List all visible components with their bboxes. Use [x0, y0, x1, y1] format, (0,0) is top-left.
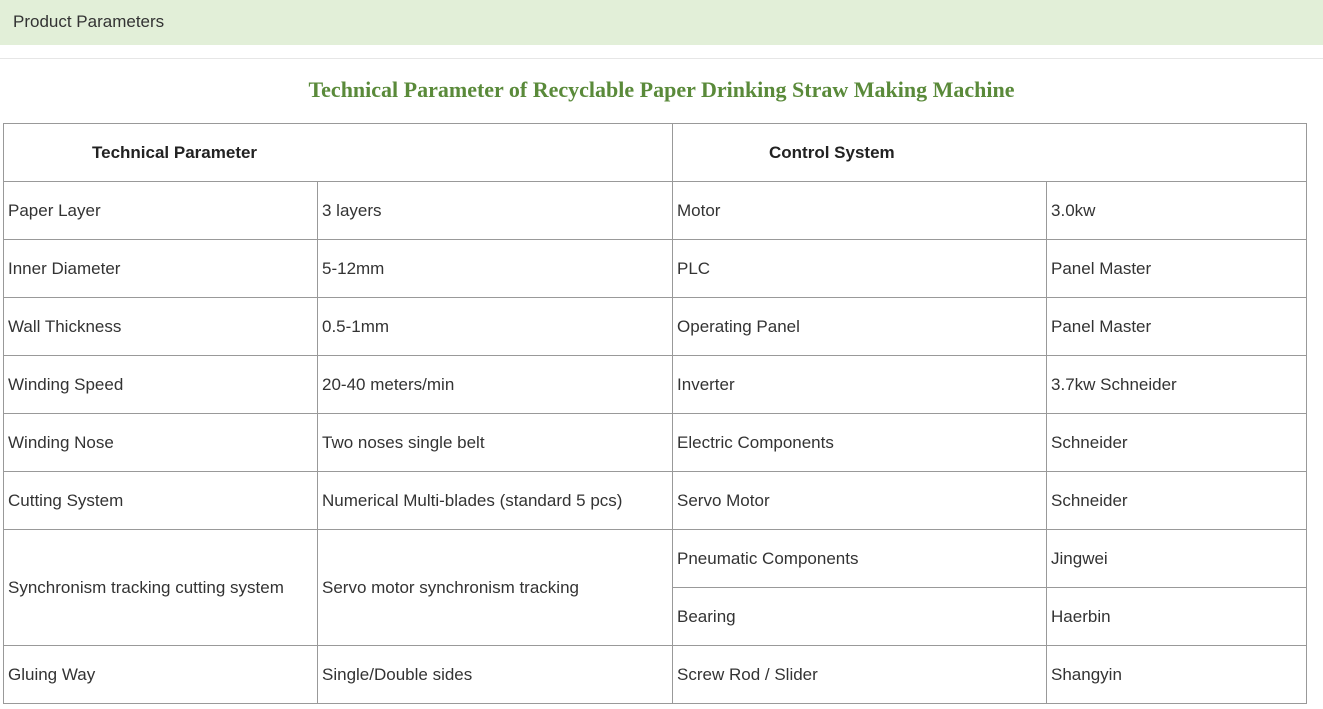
control-value: Schneider	[1047, 414, 1307, 472]
control-name: Electric Components	[673, 414, 1047, 472]
param-value: 20-40 meters/min	[318, 356, 673, 414]
tab-bar	[0, 0, 1323, 45]
param-value: 0.5-1mm	[318, 298, 673, 356]
table-row	[4, 530, 1307, 588]
param-name: Paper Layer	[4, 182, 318, 240]
param-name: Synchronism tracking cutting system	[4, 530, 318, 646]
param-value: 3 layers	[318, 182, 673, 240]
table-row	[4, 356, 1307, 414]
param-name: Winding Nose	[4, 414, 318, 472]
table-row	[4, 298, 1307, 356]
table-row	[4, 472, 1307, 530]
control-value: 3.7kw Schneider	[1047, 356, 1307, 414]
table-row	[4, 182, 1307, 240]
page-title: Technical Parameter of Recyclable Paper Drinking Straw Making Machine	[308, 77, 1015, 102]
param-value: Numerical Multi-blades (standard 5 pcs)	[318, 472, 673, 530]
param-name: Inner Diameter	[4, 240, 318, 298]
control-name: Servo Motor	[673, 472, 1047, 530]
control-value: Schneider	[1047, 472, 1307, 530]
control-value: Panel Master	[1047, 298, 1307, 356]
param-name: Cutting System	[4, 472, 318, 530]
param-value: Two noses single belt	[318, 414, 673, 472]
technical-parameter-header: Technical Parameter	[4, 124, 673, 182]
table-row	[4, 414, 1307, 472]
control-name: Motor	[673, 182, 1047, 240]
control-name: Inverter	[673, 356, 1047, 414]
param-value: 5-12mm	[318, 240, 673, 298]
parameters-table	[3, 123, 1307, 704]
tab-product-parameters[interactable]: Product Parameters	[13, 12, 165, 31]
control-name: Pneumatic Components	[673, 530, 1047, 588]
control-name: Bearing	[673, 588, 1047, 646]
control-name: Screw Rod / Slider	[673, 646, 1047, 704]
divider	[0, 58, 1323, 59]
param-name: Winding Speed	[4, 356, 318, 414]
table-header-row	[4, 124, 1307, 182]
param-value: Single/Double sides	[318, 646, 673, 704]
control-name: Operating Panel	[673, 298, 1047, 356]
table-row	[4, 240, 1307, 298]
param-name: Gluing Way	[4, 646, 318, 704]
control-value: Panel Master	[1047, 240, 1307, 298]
table-row	[4, 646, 1307, 704]
param-value: Servo motor synchronism tracking	[318, 530, 673, 646]
control-system-header: Control System	[673, 124, 1307, 182]
control-name: PLC	[673, 240, 1047, 298]
control-value: Jingwei	[1047, 530, 1307, 588]
param-name: Wall Thickness	[4, 298, 318, 356]
control-value: Haerbin	[1047, 588, 1307, 646]
control-value: 3.0kw	[1047, 182, 1307, 240]
control-value: Shangyin	[1047, 646, 1307, 704]
